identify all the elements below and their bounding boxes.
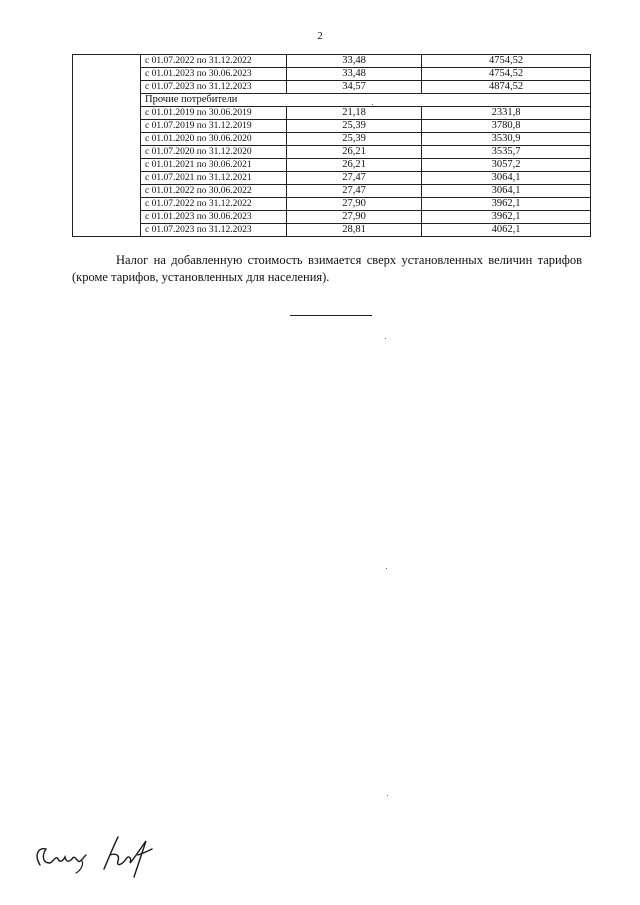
scan-speck [372, 104, 373, 105]
tariff-value-cell: 3530,9 [422, 133, 591, 146]
tariff-value-cell: 3780,8 [422, 120, 591, 133]
table-row [73, 133, 591, 146]
scan-speck [385, 338, 386, 339]
tariff-table-body [73, 55, 591, 237]
table-row [73, 198, 591, 211]
tariff-value-cell: 3057,2 [422, 159, 591, 172]
table-row [73, 68, 591, 81]
period-cell: с 01.07.2019 по 31.12.2019 [141, 120, 287, 133]
tariff-value-cell: 3962,1 [422, 198, 591, 211]
tariff-value-cell: 26,21 [287, 146, 422, 159]
tariff-value-cell: 3535,7 [422, 146, 591, 159]
tariff-value-cell: 2331,8 [422, 107, 591, 120]
tariff-value-cell: 3064,1 [422, 185, 591, 198]
vat-note-text: Налог на добавленную стоимость взимается сверх установленных величин тарифов (кроме тарифов, установленных для населения). [72, 253, 582, 284]
period-cell: с 01.01.2023 по 30.06.2023 [141, 211, 287, 224]
signature-drawing [30, 825, 180, 885]
table-row [73, 55, 591, 68]
group-label: Прочие потребители [141, 94, 591, 107]
period-cell: с 01.07.2023 по 31.12.2023 [141, 81, 287, 94]
tariff-value-cell: 27,90 [287, 198, 422, 211]
tariff-value-cell: 27,47 [287, 172, 422, 185]
tariff-value-cell: 4754,52 [422, 68, 591, 81]
page-number: 2 [317, 30, 323, 42]
period-cell: с 01.07.2020 по 31.12.2020 [141, 146, 287, 159]
tariff-value-cell: 4062,1 [422, 224, 591, 237]
tariff-value-cell: 28,81 [287, 224, 422, 237]
period-cell: с 01.07.2021 по 31.12.2021 [141, 172, 287, 185]
table-row [73, 107, 591, 120]
tariff-value-cell: 25,39 [287, 120, 422, 133]
tariff-value-cell: 25,39 [287, 133, 422, 146]
tariff-value-cell: 4874,52 [422, 81, 591, 94]
tariff-value-cell: 3064,1 [422, 172, 591, 185]
period-cell: с 01.07.2023 по 31.12.2023 [141, 224, 287, 237]
scan-speck [387, 795, 388, 796]
table-group-row [73, 94, 591, 107]
table-row [73, 211, 591, 224]
tariff-value-cell: 3962,1 [422, 211, 591, 224]
scan-speck [386, 568, 387, 569]
category-cell [73, 55, 141, 237]
period-cell: с 01.01.2021 по 30.06.2021 [141, 159, 287, 172]
period-cell: с 01.01.2022 по 30.06.2022 [141, 185, 287, 198]
tariff-value-cell: 4754,52 [422, 55, 591, 68]
handwritten-signature [30, 825, 180, 890]
tariff-value-cell: 26,21 [287, 159, 422, 172]
tariff-table [72, 54, 591, 237]
vat-note [72, 252, 582, 286]
tariff-value-cell: 33,48 [287, 68, 422, 81]
table-row [73, 172, 591, 185]
table-row [73, 185, 591, 198]
tariff-value-cell: 27,47 [287, 185, 422, 198]
period-cell: с 01.01.2019 по 30.06.2019 [141, 107, 287, 120]
table-row [73, 81, 591, 94]
tariff-value-cell: 21,18 [287, 107, 422, 120]
table-row [73, 146, 591, 159]
tariff-value-cell: 34,57 [287, 81, 422, 94]
tariff-value-cell: 33,48 [287, 55, 422, 68]
table-row [73, 159, 591, 172]
period-cell: с 01.01.2023 по 30.06.2023 [141, 68, 287, 81]
separator-line [290, 315, 372, 316]
tariff-value-cell: 27,90 [287, 211, 422, 224]
period-cell: с 01.07.2022 по 31.12.2022 [141, 55, 287, 68]
period-cell: с 01.07.2022 по 31.12.2022 [141, 198, 287, 211]
table-row [73, 120, 591, 133]
table-row [73, 224, 591, 237]
period-cell: с 01.01.2020 по 30.06.2020 [141, 133, 287, 146]
